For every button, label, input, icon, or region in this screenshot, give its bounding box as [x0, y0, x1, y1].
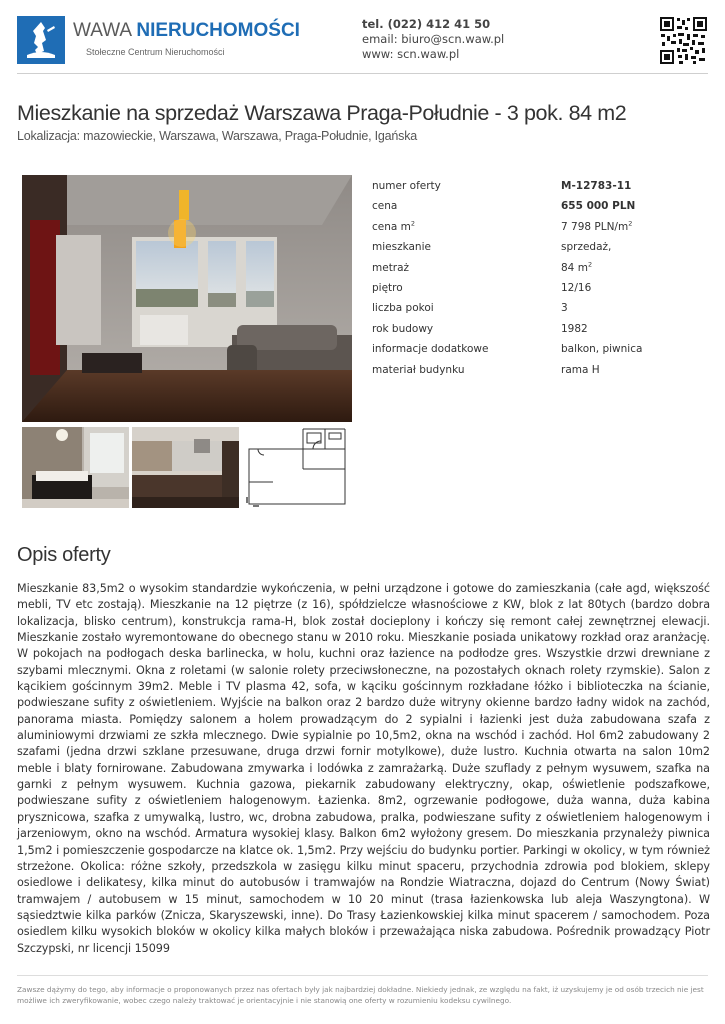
detail-row-rooms: liczba pokoi 3 — [372, 302, 568, 315]
detail-row-additional-info: informacje dodatkowe balkon, piwnica — [372, 343, 643, 356]
statue-icon — [17, 16, 65, 64]
detail-row-offer-number: numer oferty M-12783-11 — [372, 180, 632, 192]
living-room-photo[interactable] — [22, 175, 352, 422]
location-line: Lokalizacja: mazowieckie, Warszawa, Warszawa, Praga-Południe, Igańska — [17, 129, 418, 143]
page-title: Mieszkanie na sprzedaż Warszawa Praga-Południe - 3 pok. 84 m2 — [17, 101, 627, 125]
header-divider — [17, 73, 708, 74]
detail-row-year-built: rok budowy 1982 — [372, 322, 588, 335]
kitchen-photo[interactable] — [132, 427, 239, 508]
detail-row-apartment: mieszkanie sprzedaż, — [372, 241, 612, 254]
brand-name: WAWA NIERUCHOMOŚCI — [73, 20, 300, 41]
qr-code-icon — [660, 17, 707, 64]
detail-row-area: metraż 84 $m^2$ — [372, 260, 593, 274]
description-text: Mieszkanie 83,5m2 o wysokim standardzie wykończenia, w pełni urządzone i gotowe do zamieszkania (całe agd, większość mebli, TV etc zostają). Mieszkanie na 12 piętrze (z 16), spółdzielcze własnościowe z KW, blok z lat 80tych (bardzo dobra lokalizacja, blisko centrum), konstrukcja rama-H, blok został docieplony i kończy się remont całej zewnętrznej elewacji. Mieszkanie zostało wyremontowane do obecnego stanu w 2010 roku. Mieszkanie posiada unikatowy rozkład oraz aranżację. W pokojach na podłogach deska barlinecka, w holu, kuchni oraz łazience na podłodze gres. Wszystkie drzwi drewniane z szybami mlecznymi. Okna z roletami (w salonie rolety przeciwsłoneczne, na pozostałych oknach rolety rzymskie). Salon z kącikiem gościnnym 39m2. Meble i TV plasma 42, sofa, w kąciku gościnnym rozkładane łóżko i biblioteczka na ścianie, podwieszane sufity z oświetleniem. Wyjście na balkon oraz 2 bardzo duże witryny okienne bardzo ładny widok na zachód, panorama miasta. Pomiędzy salonem a holem prowadzącym do 2 sypialni i łazienki jest duża zabudowana szafa z aluminiowymi drzwiami ze szkła mlecznego. Dwie sypialnie po 10,5m2, okna na wschód i zachód. Hol 6m2 zabudowany 2 szafami (jedna drzwi szklane przesuwane, druga drzwi fornir motylkowe), duże lustro. Kuchnia otwarta na salon 10m2 meble i blaty fornirowane. Zabudowana zmywarka i lodówka z zamrażarką. Duże szuflady z pełnym wysuwem, szafka na garnki z pełnym wysuwem. Kuchnia gazowa, piekarnik zabudowany elektryczny, okap, oświetlenie podszafkowe, podwieszane sufity z oświetleniem halogenowym. Łazienka. 8m2, ogrzewanie podłogowe, duża wanna, duża kabina prysznicowa, szafka z umywalką, lustro, wc, drobna zabudowa, pralka, podwieszane sufity z oświetleniem halogenowym i jarzeniowym, okno na wschód. Armatura wysokiej klasy. Balkon 6m2 wyłożony gresem. Do mieszkania przynależy piwnica 1,5m2 i pomieszczenie gospodarcze na klatce ok. 1,5m2. Przy wejściu do budynku portier. Parkingi w okolicy, w tym również strzeżone. Okolica: różne szkoły, przedszkola w zasięgu kilku minut spaceru, przychodnia zdrowia pod blokiem, sklepy osiedlowe i delikatesy, kilka minut do autobusów i tramwajów na Rondzie Wiatraczna, dojazd do Centrum (Nowy Świat) tramwajem / autobusem w 15 minut, samochodem w 10 20 minut (trasa łazienkowska lub aleja Waszyngtona). W sąsiedztwie kilka parków (Znicza, Skaryszewski, inne). Do Trasy Łazienkowskiej kilka minut spacerem / samochodem. Poza osiedlem kilku wysokich bloków w okolicy kilka małych bloków i przeważająca niska zabudowa. Pośrednik prowadzący Piotr Szczypski, nr licencji 15099 — [17, 582, 710, 955]
footer-disclaimer: Zawsze dążymy do tego, aby informacje o proponowanych przez nas ofertach były jak najbardziej dokładne. Niekiedy jednak, ze względu na fakt, iż uzyskujemy je od osób trzecich nie jest możliwe ich zweryfikowanie, wobec czego należy traktować je orientacyjnie i nie stanowią one oferty w rozumieniu kodeksu cywilnego. — [17, 985, 704, 1005]
email: email: biuro@scn.waw.pl — [362, 32, 505, 46]
detail-row-floor: piętro 12/16 — [372, 281, 592, 294]
website: www: scn.waw.pl — [362, 47, 460, 61]
brand-subtitle: Stołeczne Centrum Nieruchomości — [86, 47, 225, 57]
details-table — [372, 176, 712, 380]
detail-row-price-per-m2: cena $m^2$ 7 798 PLN/$m^2$ — [372, 219, 633, 233]
logo-mark — [17, 16, 65, 64]
floor-plan-image[interactable] — [243, 427, 350, 508]
detail-row-price: cena 655 000 PLN — [372, 200, 636, 213]
bedroom-photo[interactable] — [22, 427, 129, 508]
phone: tel. (022) 412 41 50 — [362, 17, 491, 31]
detail-row-building-material: materiał budynku rama H — [372, 363, 600, 376]
description-heading: Opis oferty — [17, 544, 111, 566]
contact-block — [362, 17, 504, 62]
footer-divider — [17, 975, 708, 976]
